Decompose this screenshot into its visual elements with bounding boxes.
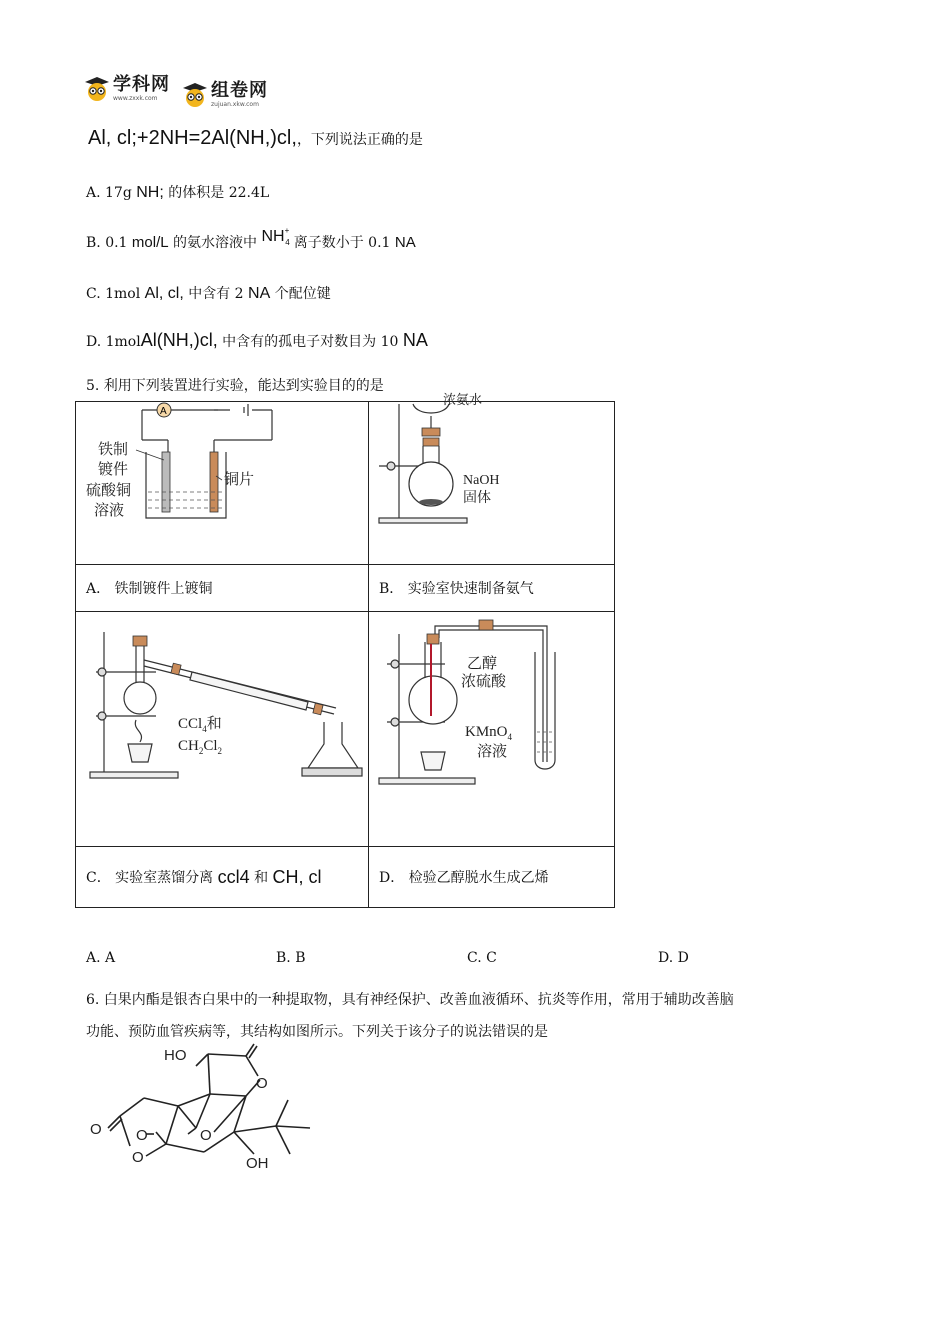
ammeter-label: A [160, 406, 167, 417]
caption-c-chem2: CH, cl [272, 866, 322, 887]
ammonia-apparatus-figure [369, 393, 614, 560]
label-ccl4: CCl$_4$和 [178, 714, 222, 734]
distillation-apparatus-figure [76, 612, 368, 842]
caption-d: D． 检验乙醇脱水生成乙烯 [379, 870, 549, 886]
atom-ho: HO [164, 1047, 187, 1064]
q4-option-c [86, 283, 331, 303]
logo-zujuan [182, 82, 268, 108]
fig-a-cell [76, 402, 369, 565]
fig-d-cell [369, 612, 615, 847]
q6-stem-line1: 6. 白果内酯是银杏白果中的一种提取物，具有神经保护、改善血液循环、抗炎等作用，常用于辅助改善脑 [86, 992, 734, 1008]
label-iron-2: 镀件 [98, 460, 129, 478]
ammonium-ion [262, 228, 294, 245]
q5-apparatus-table [75, 393, 615, 908]
option-text: 的氨水溶液中 [173, 235, 258, 251]
q5-stem: 5. 利用下列装置进行实验，能达到实验目的的是 [86, 378, 384, 394]
label-iron-1: 铁制 [98, 440, 129, 458]
option-na: NA [248, 285, 271, 302]
label-copper: 铜片 [224, 470, 255, 488]
option-label: C. 1mol [86, 286, 141, 302]
q4-equation: Al, cl;+2NH=2Al(NH,)cl, [88, 127, 297, 149]
option-text: 中含有 2 [188, 286, 244, 302]
fig-b-cell [369, 393, 615, 565]
label-ch2cl2: $CH_2Cl_2$ [178, 738, 223, 756]
label-ethanol: 乙醇 [467, 654, 498, 672]
label-solution: 溶液 [477, 742, 508, 760]
caption-c-chem1: ccl4 [217, 866, 250, 887]
atom-o-left: O [90, 1121, 102, 1138]
answer-d: D. D [658, 950, 689, 966]
logo-xkw [84, 76, 170, 102]
label-solution-2: 溶液 [94, 501, 125, 519]
ion-base: NH [261, 228, 285, 245]
option-label: D. 1mol [86, 334, 141, 350]
q4-stem [88, 127, 423, 150]
caption-a: A． 铁制镀件上镀铜 [86, 581, 213, 597]
electroplating-apparatus-figure [76, 402, 368, 560]
header-logos [84, 76, 268, 112]
option-na: NA [394, 234, 416, 251]
caption-a-cell [76, 565, 369, 612]
option-label: A. 17g [86, 185, 132, 201]
option-chem: Al(NH,)cl, [140, 330, 218, 350]
q4-option-b [86, 226, 416, 252]
option-text: 离子数小于 0.1 [293, 235, 391, 251]
fig-c-cell [76, 612, 369, 847]
option-text: 的体积是 22.4L [168, 185, 270, 201]
q4-option-d [86, 330, 428, 351]
logo-zujuan-url: zujuan.xkw.com [211, 101, 259, 108]
label-solution-1: 硫酸铜 [86, 481, 132, 499]
label-sulfuric-acid: 浓硫酸 [461, 672, 507, 690]
ion-sub: 4 [285, 238, 290, 247]
caption-c-cell [76, 847, 369, 908]
owl-logo-icon [84, 76, 110, 102]
option-text: 个配位键 [274, 286, 331, 302]
caption-b: B． 实验室快速制备氨气 [379, 581, 534, 597]
answer-b: B. B [276, 950, 306, 966]
atom-o-mid: O [200, 1127, 212, 1144]
logo-zujuan-name: 组卷网 [211, 80, 268, 101]
caption-c [76, 847, 368, 907]
label-ammonia-water: 浓氨水 [443, 393, 483, 408]
logo-xkw-url: www.zxxk.com [113, 95, 158, 102]
answer-a: A. A [86, 950, 116, 966]
option-text: 中含有的孤电子对数目为 10 [222, 334, 399, 350]
option-chem: Al, cl, [144, 285, 184, 302]
caption-d-cell [369, 847, 615, 908]
option-label: B. 0.1 [86, 235, 128, 251]
option-unit: mol/L [131, 234, 169, 251]
ginkgolide-structure-figure [86, 1036, 326, 1180]
caption-c-text: C． 实验室蒸馏分离 [86, 870, 214, 886]
ion-sup: + [284, 226, 290, 235]
atom-o-ring: O [256, 1075, 268, 1092]
q6-stem-line2: 功能、预防血管疾病等，其结构如图所示。下列关于该分子的说法错误的是 [86, 1024, 548, 1040]
caption-c-and: 和 [254, 870, 269, 886]
option-na: NA [402, 330, 428, 350]
answer-c: C. C [467, 950, 497, 966]
label-kmno4: KMnO$_4$ [465, 724, 513, 742]
logo-xkw-name: 学科网 [113, 74, 170, 95]
label-naoh: NaOH [463, 473, 500, 488]
option-chem: NH; [136, 184, 164, 201]
ethylene-test-apparatus-figure [369, 612, 614, 842]
q4-option-a [86, 182, 269, 202]
atom-o-carbonyl: O [136, 1127, 148, 1144]
atom-oh: OH [246, 1155, 269, 1172]
label-solid: 固体 [463, 490, 491, 506]
owl-logo-icon [182, 82, 208, 108]
caption-b-cell [369, 565, 615, 612]
atom-o-bottom: O [132, 1149, 144, 1166]
q4-stem-suffix: ，下列说法正确的是 [296, 132, 423, 148]
